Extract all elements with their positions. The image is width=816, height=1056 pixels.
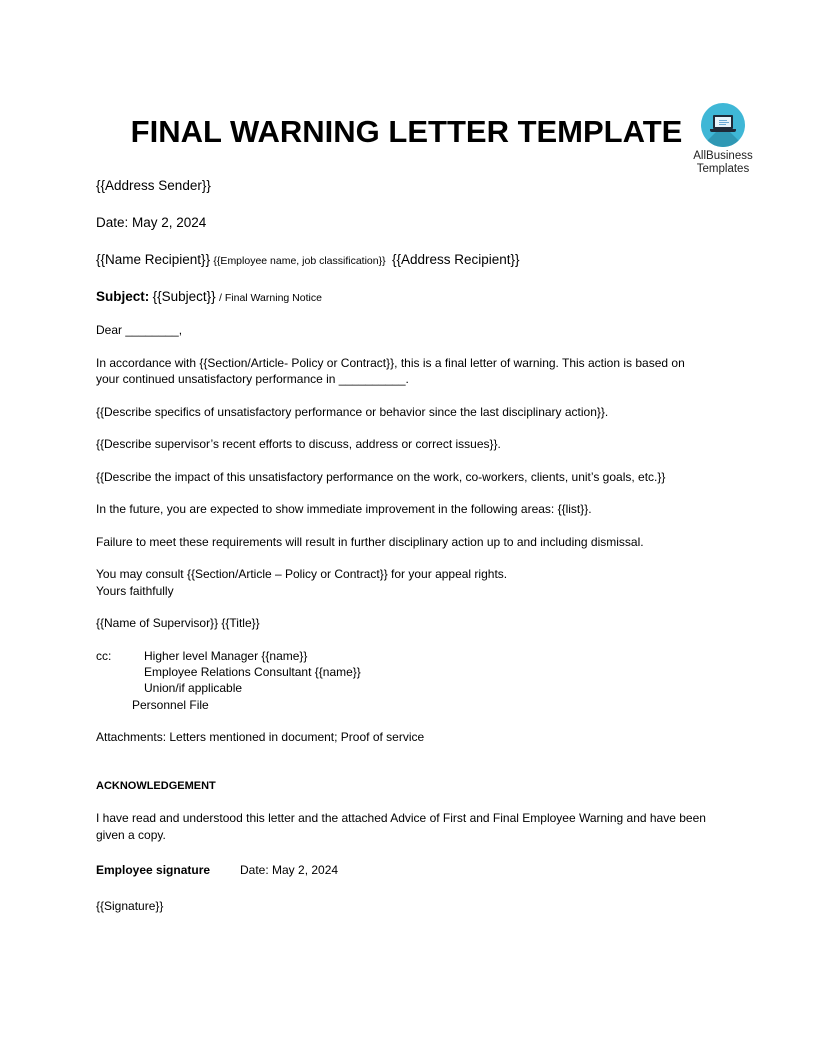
laptop-icon xyxy=(701,103,745,147)
acknowledgement-text-line-2: given a copy. xyxy=(96,828,166,842)
logo-line1: AllBusiness xyxy=(693,150,753,162)
recipient-line xyxy=(96,252,520,269)
name-recipient: {{Name Recipient}} xyxy=(96,252,211,267)
paragraph-2: {{Describe specifics of unsatisfactory performance or behavior since the last disciplinary action}}. xyxy=(96,405,609,419)
acknowledgement-text-line-1: I have read and understood this letter and the attached Advice of First and Final Employee Warning and have been xyxy=(96,811,706,825)
subject-label: Subject: xyxy=(96,289,150,304)
allbusiness-logo xyxy=(690,103,756,176)
closing: Yours faithfully xyxy=(96,584,174,598)
paragraph-1-line-1: In accordance with {{Section/Article- Policy or Contract}}, this is a final letter of warning. This action is based on xyxy=(96,356,685,370)
cc-item: Higher level Manager {{name}} xyxy=(144,649,308,663)
logo-line2: Templates xyxy=(696,163,750,175)
address-sender: {{Address Sender}} xyxy=(96,178,211,193)
signature-label: Employee signature xyxy=(96,863,211,877)
paragraph-1-line-2: your continued unsatisfactory performance in __________. xyxy=(96,372,409,386)
paragraph-7: You may consult {{Section/Article – Policy or Contract}} for your appeal rights. xyxy=(96,567,508,581)
subject-line xyxy=(96,289,322,306)
acknowledgement-heading: ACKNOWLEDGEMENT xyxy=(96,780,216,792)
salutation: Dear ________, xyxy=(96,323,183,337)
cc-item: Union/if applicable xyxy=(144,681,243,695)
signatory: {{Name of Supervisor}} {{Title}} xyxy=(96,616,260,630)
cc-item: Personnel File xyxy=(132,698,209,712)
attachments: Attachments: Letters mentioned in document; Proof of service xyxy=(96,730,425,744)
subject-value: {{Subject}} xyxy=(152,289,216,304)
title-text: FINAL WARNING LETTER TEMPLATE xyxy=(130,114,683,149)
cc-label: cc: xyxy=(96,649,112,663)
paragraph-5: In the future, you are expected to show immediate improvement in the following areas: {{list}}. xyxy=(96,502,592,516)
address-recipient: {{Address Recipient}} xyxy=(391,252,520,267)
cc-item: Employee Relations Consultant {{name}} xyxy=(144,665,361,679)
logo-text xyxy=(690,150,756,176)
paragraph-6: Failure to meet these requirements will result in further disciplinary action up to and including dismissal. xyxy=(96,535,644,549)
paragraph-4: {{Describe the impact of this unsatisfactory performance on the work, co-workers, clients, unit’s goals, etc.}} xyxy=(96,470,666,484)
signature-date: Date: May 2, 2024 xyxy=(240,863,339,877)
signature-placeholder: {{Signature}} xyxy=(96,899,164,913)
paragraph-3: {{Describe supervisor’s recent efforts to discuss, address or correct issues}}. xyxy=(96,437,501,451)
subject-suffix: / Final Warning Notice xyxy=(219,292,322,304)
employee-info: {{Employee name, job classification}} xyxy=(213,255,386,267)
date-line: Date: May 2, 2024 xyxy=(96,215,207,230)
